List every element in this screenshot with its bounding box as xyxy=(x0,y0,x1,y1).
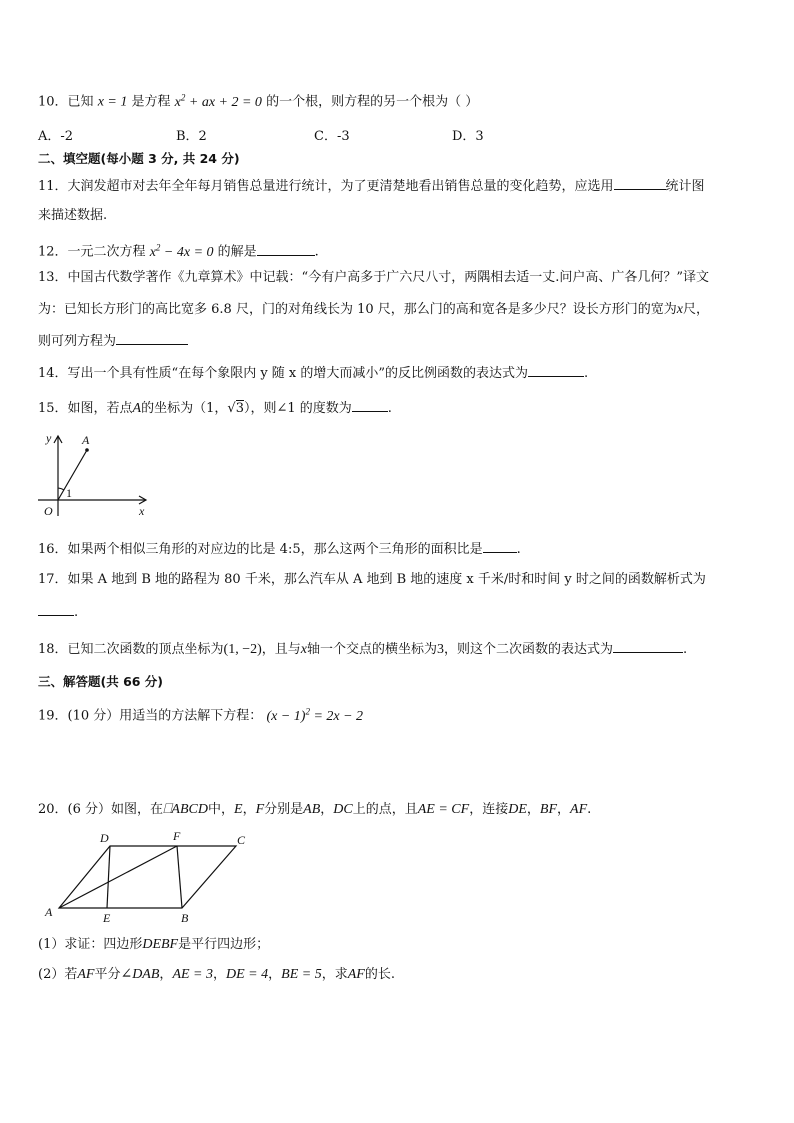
question-19 xyxy=(38,702,363,726)
q11-text-c: 来描述数据. xyxy=(38,208,108,223)
q12-text-b: 的解是 xyxy=(217,244,257,260)
q20-text-g: ，连接 xyxy=(469,802,509,817)
q20-figure xyxy=(40,828,260,928)
q10-equation xyxy=(174,92,262,110)
ray-oa xyxy=(58,450,87,500)
q10-eq-rest: + ax + 2 = 0 xyxy=(185,94,262,110)
q19-eq-base: (x − 1) xyxy=(266,708,306,724)
q20-text-f: 上的点，且 xyxy=(352,802,418,817)
q20-p2-angle: ∠DAB xyxy=(120,967,160,982)
question-20 xyxy=(38,801,591,819)
q20-part-1 xyxy=(38,936,269,954)
q20-math-bf: BF xyxy=(539,802,558,817)
question-13-line-3 xyxy=(38,332,188,351)
section-2-heading: 二、填空题(每小题 3 分, 共 24 分) xyxy=(38,151,240,166)
q20-text-e: ， xyxy=(320,802,334,817)
q20-text-a: 20．(6 分）如图，在 xyxy=(38,802,164,817)
q20-p2-text-d: ， xyxy=(213,967,227,982)
question-18 xyxy=(38,640,687,659)
q20-p2-text-b: 平分 xyxy=(94,967,121,982)
q11-text-b: 统计图 xyxy=(665,179,705,194)
question-15 xyxy=(38,399,392,418)
q16-blank xyxy=(483,540,517,553)
q15-sqrt-value: 3 xyxy=(235,401,244,416)
question-13-line-2 xyxy=(38,301,709,319)
q20-math-aecf: AE = CF xyxy=(417,802,470,817)
label-d: D xyxy=(100,831,109,845)
q10-eq-exp: 2 xyxy=(180,92,186,102)
q20-math-e: E xyxy=(234,802,243,817)
q15-blank xyxy=(352,399,388,412)
q15-text-a: 15．如图，若点 xyxy=(38,401,133,416)
q14-blank xyxy=(528,364,584,377)
section-3-heading: 三、解答题(共 66 分) xyxy=(38,674,164,689)
q20-p2-text-f: ，求 xyxy=(321,967,348,982)
q13-text-3: 则可列方程为 xyxy=(38,334,117,349)
q14-text: 14．写出一个具有性质“在每个象限内 y 随 x 的增大而减小”的反比例函数的表达式为 xyxy=(38,366,529,381)
q20-text-c: ， xyxy=(242,802,256,817)
q20-p2-text-g: 的长. xyxy=(364,967,395,982)
q18-text-a: 18．已知二次函数的顶点坐标为 xyxy=(38,642,224,657)
label-b: B xyxy=(181,911,189,925)
segment-de xyxy=(107,846,110,908)
question-10 xyxy=(38,88,478,112)
q20-p2-text-e: ， xyxy=(268,967,282,982)
question-17: 17．如果 A 地到 B 地的路程为 80 千米，那么汽车从 A 地到 B 地的速度 x 千米/时和时间 y 时之间的函数解析式为 xyxy=(38,572,706,587)
label-x: x xyxy=(139,504,145,518)
q20-text-d: 分别是 xyxy=(264,802,304,817)
q20-part-2 xyxy=(38,966,395,984)
q12-blank xyxy=(257,243,315,256)
q20-p2-ae: AE = 3 xyxy=(172,967,213,982)
label-y: y xyxy=(46,431,52,445)
q13-math-x: x xyxy=(676,302,683,317)
parallelogram-abcd xyxy=(59,846,236,908)
q20-p2-math-af: AF xyxy=(77,967,95,982)
label-a: A xyxy=(82,433,90,447)
q20-p1-text-b: 是平行四边形； xyxy=(178,937,270,952)
q20-math-debf: DEBF xyxy=(142,937,179,952)
q19-equation xyxy=(266,706,364,724)
q15-figure xyxy=(36,430,156,522)
q14-text-b: . xyxy=(584,366,589,381)
point-a xyxy=(85,448,89,452)
label-o: O xyxy=(44,504,53,518)
q20-p2-text-a: (2）若 xyxy=(38,967,78,982)
label-c: C xyxy=(237,833,246,847)
q10-text-2: 的一个根，则方程的另一个根为（ ） xyxy=(266,94,479,110)
q16-text: 16．如果两个相似三角形的对应边的比是 4:5，那么这两个三角形的面积比是 xyxy=(38,542,483,557)
q18-text-b: ，且与 xyxy=(261,642,301,657)
q13-text-2b: 尺， xyxy=(682,302,709,317)
q15-text-c: ），则∠1 的度数为 xyxy=(243,401,352,416)
question-12 xyxy=(38,238,319,262)
q12-eq-exp: 2 xyxy=(155,242,161,252)
sqrt-symbol: √ xyxy=(227,401,236,416)
q20-text-j: . xyxy=(587,802,592,817)
question-16 xyxy=(38,540,521,559)
q15-text-b: 的坐标为（1， xyxy=(141,401,228,416)
q20-math-af: AF xyxy=(570,802,588,817)
question-17-line-2 xyxy=(38,603,78,622)
q10-option-a: A．-2 xyxy=(38,129,74,144)
q15-math-a: A xyxy=(132,401,142,416)
q12-equation xyxy=(149,242,214,260)
q20-math-ab: AB xyxy=(303,802,321,817)
q20-math-dc: DC xyxy=(333,802,353,817)
q10-option-d: D．3 xyxy=(452,129,484,144)
q20-p2-de: DE = 4 xyxy=(226,967,269,982)
q10-eq-base: x xyxy=(174,94,181,110)
q20-math-de: DE xyxy=(508,802,527,817)
q15-text-d: . xyxy=(387,401,392,416)
question-14 xyxy=(38,364,588,383)
q10-option-b: B．2 xyxy=(176,129,207,144)
q20-p2-be: BE = 5 xyxy=(281,967,322,982)
q20-p1-text: (1）求证：四边形 xyxy=(38,937,143,952)
q12-eq-base: x xyxy=(149,244,156,260)
q20-parallelogram: ⎕ABCD xyxy=(163,802,208,817)
q18-text-e: . xyxy=(683,642,688,657)
q18-text-c: 轴一个交点的横坐标为 xyxy=(307,642,438,657)
segment-af xyxy=(59,846,177,908)
q18-three: 3 xyxy=(437,642,445,657)
q20-p2-math-af-2: AF xyxy=(347,967,365,982)
segment-bf xyxy=(177,846,182,908)
q19-eq-exp: 2 xyxy=(305,706,310,716)
q20-math-f: F xyxy=(255,802,265,817)
label-e: E xyxy=(103,911,111,925)
question-13-line-1: 13．中国古代数学著作《九章算术》中记载：“今有户高多于广六尺八寸，两隅相去适一丈.问户高、广各几何？”译文 xyxy=(38,270,709,285)
q12-text-c: . xyxy=(314,244,319,260)
q19-text: 19．(10 分）用适当的方法解下方程： xyxy=(38,708,263,724)
q20-text-i: ， xyxy=(557,802,571,817)
label-f: F xyxy=(173,829,181,843)
q10-text-1: 是方程 xyxy=(131,94,171,110)
q12-text: 12．一元二次方程 xyxy=(38,244,146,260)
q11-blank xyxy=(614,177,666,190)
q20-text-h: ， xyxy=(526,802,540,817)
q20-p2-text-c: ， xyxy=(159,967,173,982)
question-11 xyxy=(38,177,705,196)
q18-blank xyxy=(613,640,683,653)
q20-text-b: 中， xyxy=(207,802,234,817)
q19-eq-rest: = 2x − 2 xyxy=(309,708,364,724)
q10-prefix: 10．已知 xyxy=(38,94,94,110)
q17-text-b: . xyxy=(74,605,79,620)
q11-text: 11．大润发超市对去年全年每月销售总量进行统计，为了更清楚地看出销售总量的变化趋势，应选用 xyxy=(38,179,614,194)
q17-blank xyxy=(38,603,74,616)
q10-option-c: C．-3 xyxy=(314,129,350,144)
label-a: A xyxy=(45,905,53,919)
q18-vertex: (1, −2) xyxy=(223,642,262,657)
q10-math-x: x = 1 xyxy=(97,94,128,110)
q12-eq-rest: − 4x = 0 xyxy=(160,244,214,260)
q16-text-b: . xyxy=(516,542,521,557)
q18-text-d: ，则这个二次函数的表达式为 xyxy=(444,642,614,657)
q18-math-x: x xyxy=(300,642,308,657)
label-angle-1: 1 xyxy=(66,486,72,500)
q13-text-2a: 为：已知长方形门的高比宽多 6.8 尺，门的对角线长为 10 尺，那么门的高和宽各是多少尺？设长方形门的宽为 xyxy=(38,302,677,317)
angle-1-arc xyxy=(58,488,64,490)
q13-blank xyxy=(116,332,188,345)
